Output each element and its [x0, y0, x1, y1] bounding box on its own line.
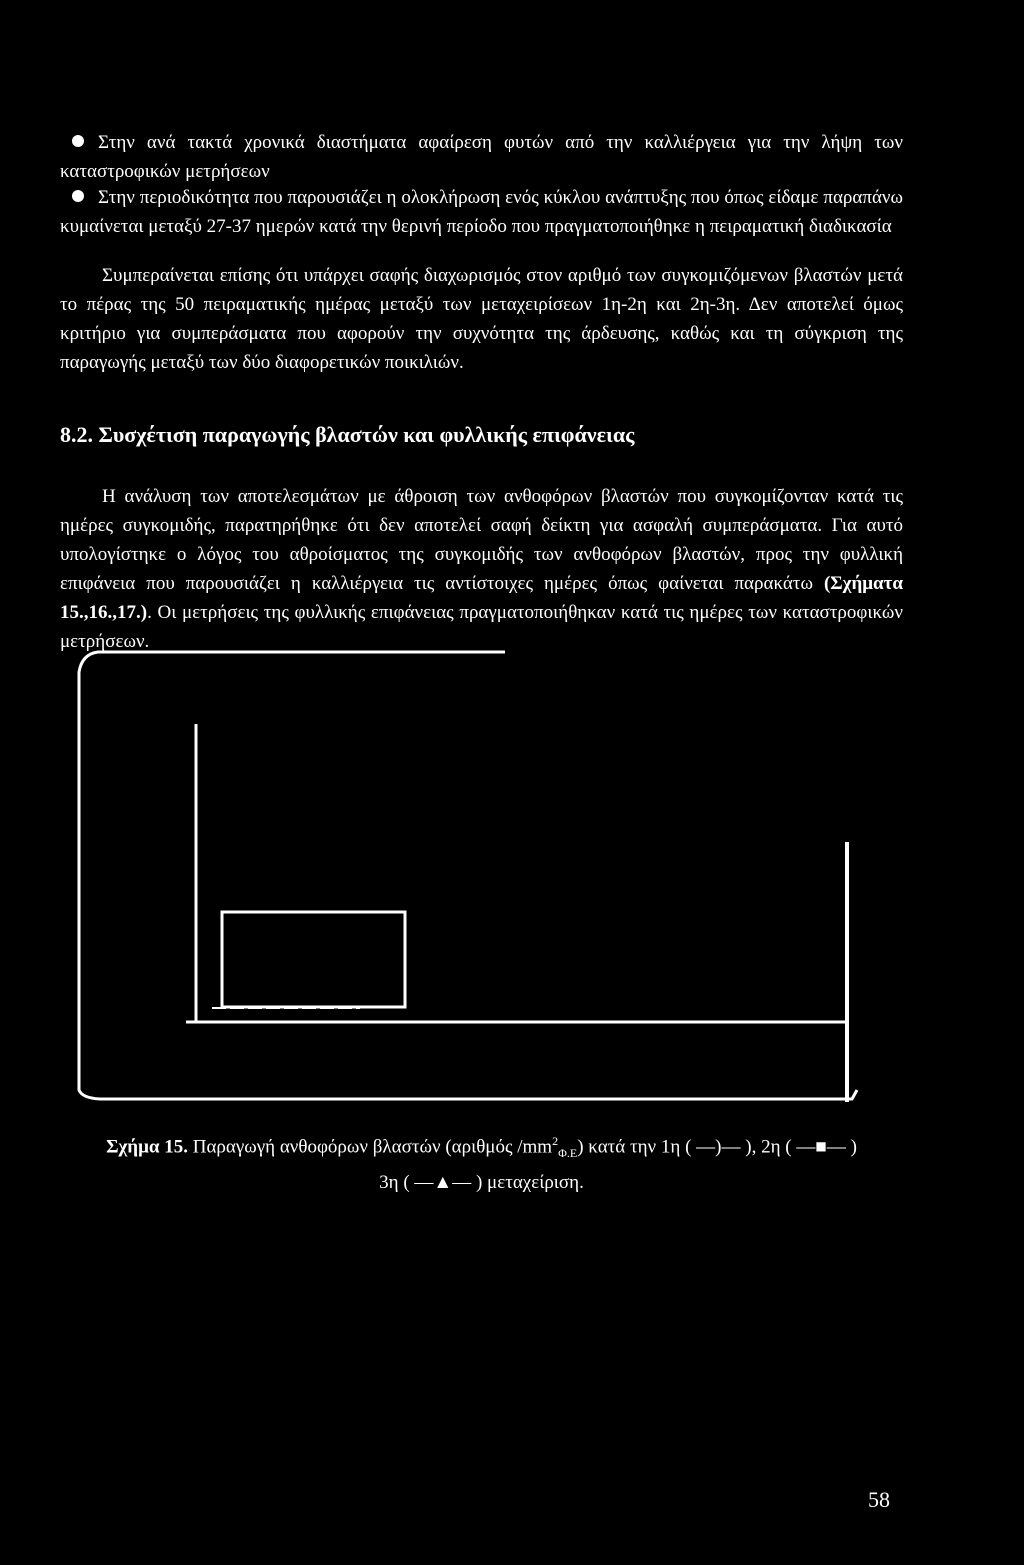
caption-line-2-end: ) μεταχείριση. — [475, 1172, 584, 1194]
legend-marker-2: —■— — [791, 1136, 851, 1158]
conclusion-paragraph: Συμπεραίνεται επίσης ότι υπάρχει σαφής διαχωρισμός στον αριθμό των συγκομιζόμενων βλαστών μετά το πέρας της 50 πειραματικής ημέρας μεταξύ των μεταχειρίσεων 1η-2η και 2η-3η. Δεν αποτελεί όμως κριτήριο για συμπεράσματα που αφορούν την συχνότητα της άρδευσης, καθώς και τη σύγκριση της παραγωγής μεταξύ των δύο διαφορετικών ποικιλιών. — [60, 265, 903, 373]
figure-caption — [60, 1126, 903, 1198]
caption-text-4: ) — [850, 1136, 857, 1158]
bullet-item-1 — [60, 128, 903, 186]
caption-text-3: ), 2η ( — [745, 1136, 792, 1158]
legend-marker-3: —▲— — [409, 1172, 476, 1194]
caption-subscript: Φ.Ε — [558, 1146, 578, 1161]
page-number: 58 — [868, 1487, 890, 1512]
bullet-icon — [72, 190, 84, 202]
caption-line-2: 3η ( — [379, 1172, 410, 1194]
bullet-text-1: Στην ανά τακτά χρονικά διαστήματα αφαίρεση φυτών από την καλλιέργεια για την λήψη των καταστροφικών μετρήσεων — [60, 132, 903, 182]
section-body-paragraph — [60, 482, 903, 656]
caption-text-2: ) κατά την 1η ( — [577, 1136, 692, 1158]
legend-marker-1: —)— — [691, 1136, 746, 1158]
bullet-text-2: Στην περιοδικότητα που παρουσιάζει η ολοκλήρωση ενός κύκλου ανάπτυξης που όπως είδαμε παραπάνω κυμαίνεται μεταξύ 27-37 ημερών κατά την θερινή περίοδο που πραγματοποιήθηκε η πειραματική διαδικασία — [60, 187, 903, 237]
figure-reference: (Σχήματα 15.,16.,17.) — [60, 573, 903, 623]
caption-label: Σχήμα 15. — [106, 1136, 188, 1158]
caption-superscript: 2 — [552, 1134, 559, 1148]
figure-frame — [79, 652, 857, 1099]
legend-box — [222, 912, 405, 1007]
bullet-item-2 — [60, 183, 903, 241]
bullet-icon — [72, 135, 84, 147]
section-heading: 8.2. Συσχέτιση παραγωγής βλαστών και φυλλικής επιφάνειας — [60, 422, 635, 447]
section-body-text: Η ανάλυση των αποτελεσμάτων με άθροιση των ανθοφόρων βλαστών που συγκομίζονταν κατά τις ημέρες συγκομιδής, παρατηρήθηκε ότι δεν αποτελεί σαφή δείκτη για ασφαλή συμπεράσματα. Για αυτό υπολογίστηκε ο λόγος του αθροίσματος της συγκομιδής των ανθοφόρων βλαστών, προς την φυλλική επιφάνεια που παρουσιάζει η καλλιέργεια τις αντίστοιχες ημέρες όπως φαίνεται παρακάτω — [60, 486, 903, 594]
caption-text: Παραγωγή ανθοφόρων βλαστών (αριθμός /mm — [187, 1136, 553, 1158]
section-body-text-end: . Οι μετρήσεις της φυλλικής επιφάνειας πραγματοποιήθηκαν κατά τις ημέρες των καταστροφικών μετρήσεων. — [60, 602, 903, 652]
